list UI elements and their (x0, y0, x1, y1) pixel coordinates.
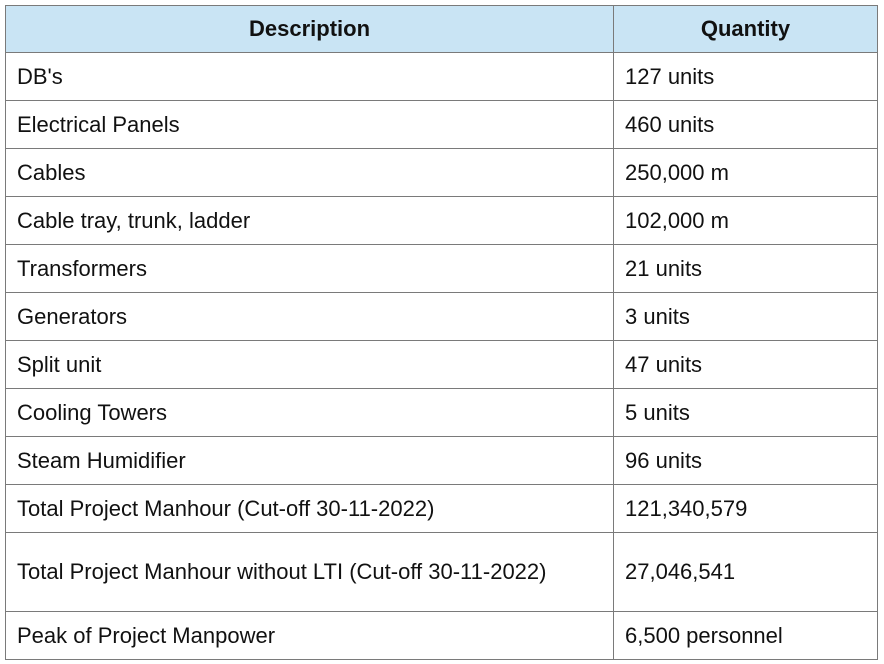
table-row (6, 101, 878, 149)
row-description: Total Project Manhour without LTI (Cut-off 30-11-2022) (6, 533, 614, 612)
table-row (6, 197, 878, 245)
table-row (6, 149, 878, 197)
row-description: Split unit (6, 341, 614, 389)
row-description: Peak of Project Manpower (6, 612, 614, 660)
row-quantity: 47 units (614, 341, 878, 389)
row-description: DB's (6, 53, 614, 101)
row-quantity: 21 units (614, 245, 878, 293)
row-description: Steam Humidifier (6, 437, 614, 485)
table-row (6, 533, 878, 612)
table-row (6, 293, 878, 341)
header-quantity: Quantity (614, 6, 878, 53)
row-description: Cable tray, trunk, ladder (6, 197, 614, 245)
table-header-row (6, 6, 878, 53)
table-row (6, 485, 878, 533)
table-container (5, 5, 878, 660)
table-row (6, 389, 878, 437)
row-quantity: 460 units (614, 101, 878, 149)
row-quantity: 6,500 personnel (614, 612, 878, 660)
row-quantity: 96 units (614, 437, 878, 485)
row-quantity: 127 units (614, 53, 878, 101)
row-description: Transformers (6, 245, 614, 293)
table-row (6, 53, 878, 101)
row-quantity: 5 units (614, 389, 878, 437)
row-description: Electrical Panels (6, 101, 614, 149)
row-description: Cables (6, 149, 614, 197)
row-quantity: 121,340,579 (614, 485, 878, 533)
table-row (6, 245, 878, 293)
row-description: Cooling Towers (6, 389, 614, 437)
table-row (6, 437, 878, 485)
table-row (6, 341, 878, 389)
row-description: Total Project Manhour (Cut-off 30-11-2022) (6, 485, 614, 533)
table-row (6, 612, 878, 660)
row-quantity: 102,000 m (614, 197, 878, 245)
row-quantity: 27,046,541 (614, 533, 878, 612)
row-description: Generators (6, 293, 614, 341)
header-description: Description (6, 6, 614, 53)
row-quantity: 250,000 m (614, 149, 878, 197)
row-quantity: 3 units (614, 293, 878, 341)
quantities-table (5, 5, 878, 660)
